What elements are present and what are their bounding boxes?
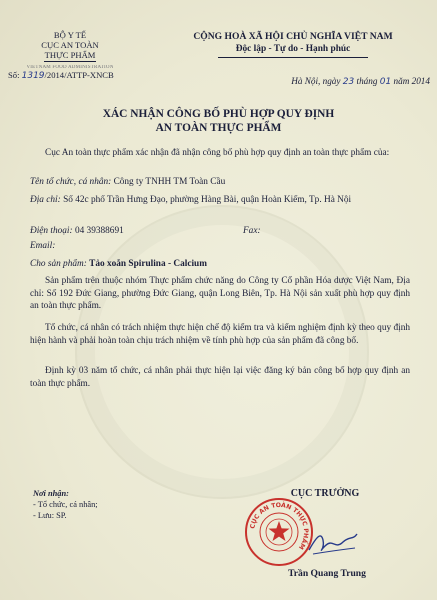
recipient-item: - Tổ chức, cá nhân; (33, 500, 98, 509)
org-value: Công ty TNHH TM Toàn Cầu (113, 177, 226, 187)
phone-value: 04 39388691 (74, 226, 124, 236)
motto-underline (218, 57, 368, 58)
ministry-name: BỘ Y TẾ (53, 30, 87, 40)
phone-label: Điện thoại: (30, 226, 73, 236)
title-line-2: AN TOÀN THỰC PHẨM (155, 122, 282, 134)
issuer-underline (44, 61, 96, 62)
intro-paragraph: Cục An toàn thực phẩm xác nhận đã nhận công bố phù hợp quy định an toàn thực phẩm của: (45, 148, 390, 158)
agency-english-name: VIETNAM FOOD ADMINISTRATION (26, 65, 114, 70)
document-date (200, 76, 430, 87)
nation-name: CỘNG HOÀ XÃ HỘI CHỦ NGHĨA VIỆT NAM (193, 31, 393, 42)
address-label: Địa chỉ: (30, 195, 61, 205)
email-label: Email: (30, 241, 56, 251)
docno-prefix: Số: (8, 70, 20, 80)
recipients-block (33, 488, 98, 521)
product-value: Tảo xoắn Spirulina - Calcium (89, 259, 207, 269)
signer-name: Trần Quang Trung (288, 568, 366, 579)
recipient-item: - Lưu: SP. (33, 511, 67, 520)
date-month: 01 (379, 77, 392, 87)
national-motto: Độc lập - Tự do - Hạnh phúc (235, 44, 351, 54)
agency-name-line1: CỤC AN TOÀN (41, 40, 99, 50)
document-number (8, 70, 114, 81)
docno-suffix: /2014/ATTP-XNCB (44, 70, 114, 80)
renewal-paragraph: Định kỳ 03 năm tổ chức, cá nhân phải thực hiện lại việc đăng ký bản công bố hợp quy định an toàn thực phẩm. (30, 366, 410, 389)
product-line (30, 258, 410, 271)
date-suffix: năm 2014 (393, 76, 430, 86)
issuer-block (10, 30, 130, 73)
handwritten-signature (305, 528, 360, 558)
address-value: Số 42c phố Trần Hưng Đạo, phường Hàng Bài, quận Hoàn Kiếm, Tp. Hà Nội (63, 195, 352, 205)
org-label: Tên tổ chức, cá nhân: (30, 177, 112, 187)
signer-title: CỤC TRƯỞNG (290, 488, 360, 499)
phone-fax-line (30, 225, 410, 238)
docno-handwritten: 1319 (21, 71, 45, 81)
title-line-1: XÁC NHẬN CÔNG BỐ PHÙ HỢP QUY ĐỊNH (102, 108, 335, 120)
org-line (30, 176, 410, 189)
stamp-text: CỤC AN TOÀN THỰC PHẨM (249, 501, 310, 551)
date-prefix: Hà Nội, ngày (291, 76, 341, 86)
official-red-stamp (244, 497, 314, 567)
recipients-label: Nơi nhận: (33, 489, 69, 498)
date-day: 23 (342, 77, 355, 87)
product-paragraph: Sản phẩm trên thuộc nhóm Thực phẩm chức năng do Công ty Cổ phần Hóa dược Việt Nam, Địa chỉ: Số 192 Đức Giang, phường Đức Giang, quận Long Biên, Tp. Hà Nội sản xuất phù hợp quy định an toàn thực phẩm. (30, 276, 410, 312)
date-mid: tháng (356, 76, 378, 86)
fax-label: Fax: (243, 226, 261, 236)
responsibility-paragraph: Tổ chức, cá nhân có trách nhiệm thực hiện chế độ kiểm tra và kiểm nghiệm định kỳ theo quy định hiện hành và phải hoàn toàn chịu trách nhiệm về tính phù hợp của sản phẩm đã công bố. (30, 323, 410, 346)
product-label: Cho sản phẩm: (30, 259, 87, 269)
national-header (153, 30, 433, 58)
agency-name-line2: THỰC PHẨM (44, 50, 96, 60)
address-line (30, 194, 410, 207)
